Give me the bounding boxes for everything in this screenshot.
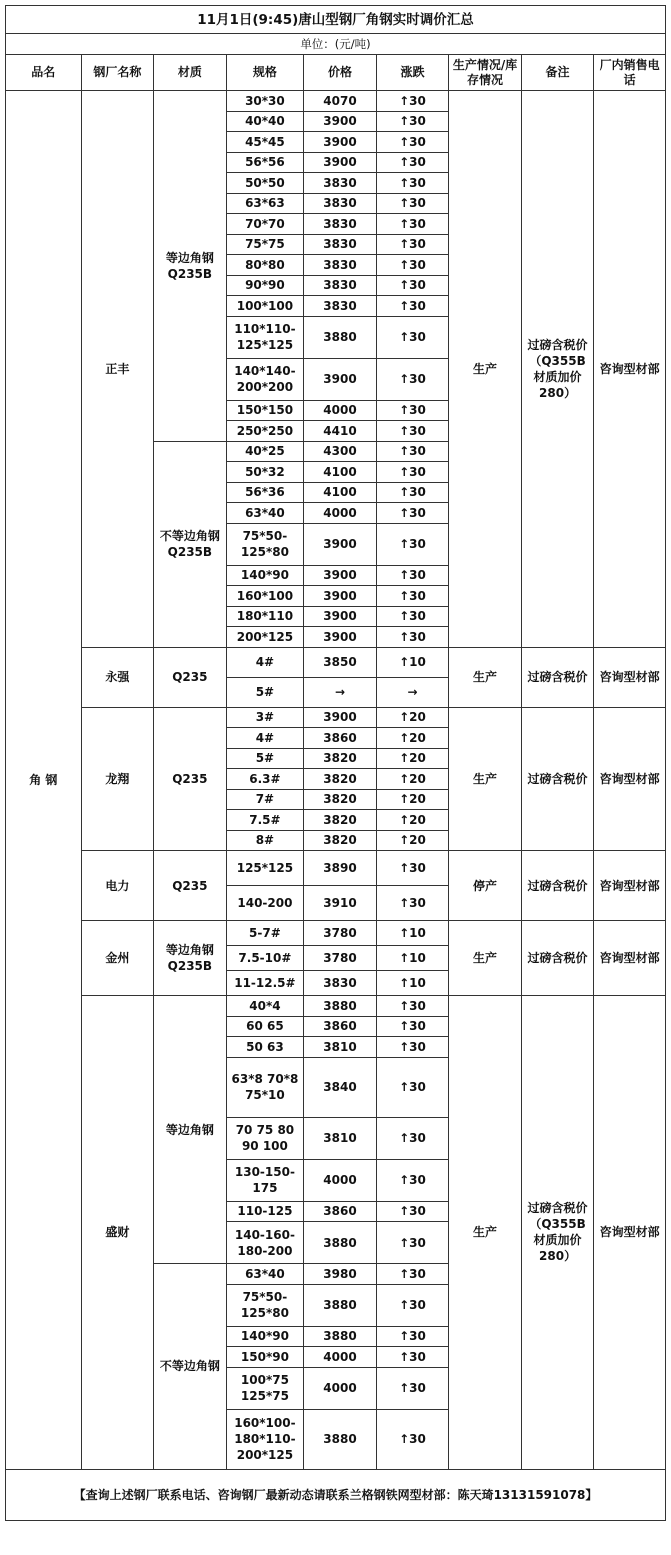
material-cell: Q235 <box>154 707 227 851</box>
material-cell: 等边角钢Q235B <box>154 91 227 442</box>
header-material: 材质 <box>154 55 227 91</box>
price-cell: 4000 <box>304 1159 377 1201</box>
spec-cell: 80*80 <box>226 255 304 276</box>
spec-cell: 75*75 <box>226 234 304 255</box>
spec-cell: 63*63 <box>226 193 304 214</box>
change-cell: ↑30 <box>376 1117 449 1159</box>
phone-cell: 咨询型材部 <box>594 647 666 707</box>
spec-cell: 150*90 <box>226 1347 304 1368</box>
spec-cell: 140*90 <box>226 1326 304 1347</box>
change-cell: ↑30 <box>376 565 449 586</box>
spec-cell: 180*110 <box>226 606 304 627</box>
spec-cell: 5-7# <box>226 921 304 946</box>
change-cell: ↑30 <box>376 255 449 276</box>
price-cell: 3780 <box>304 946 377 971</box>
status-cell: 生产 <box>449 921 522 996</box>
change-cell: ↑30 <box>376 296 449 317</box>
price-cell: 3810 <box>304 1117 377 1159</box>
change-cell: ↑30 <box>376 606 449 627</box>
table-row <box>6 91 666 112</box>
change-cell: ↑30 <box>376 1037 449 1058</box>
phone-cell: 咨询型材部 <box>594 707 666 851</box>
spec-cell: 160*100 <box>226 586 304 607</box>
header-change: 涨跌 <box>376 55 449 91</box>
change-cell: ↑30 <box>376 91 449 112</box>
change-cell: ↑30 <box>376 173 449 194</box>
price-cell: 3880 <box>304 1326 377 1347</box>
change-cell: ↑30 <box>376 441 449 462</box>
price-cell: 3980 <box>304 1264 377 1285</box>
price-cell: 4300 <box>304 441 377 462</box>
spec-cell: 56*36 <box>226 482 304 503</box>
change-cell: ↑30 <box>376 503 449 524</box>
price-cell: → <box>304 677 377 707</box>
price-cell: 3890 <box>304 851 377 886</box>
table-row <box>6 921 666 946</box>
change-cell: ↑10 <box>376 946 449 971</box>
header-spec: 规格 <box>226 55 304 91</box>
change-cell: ↑10 <box>376 921 449 946</box>
header-row <box>6 55 666 91</box>
change-cell: ↑30 <box>376 523 449 565</box>
spec-cell: 63*40 <box>226 503 304 524</box>
spec-cell: 60 65 <box>226 1016 304 1037</box>
price-cell: 3830 <box>304 255 377 276</box>
price-cell: 3850 <box>304 647 377 677</box>
price-cell: 3820 <box>304 789 377 810</box>
spec-cell: 50*32 <box>226 462 304 483</box>
sheet-title: 11月1日(9:45)唐山型钢厂角钢实时调价汇总 <box>6 6 666 34</box>
table-row <box>6 647 666 677</box>
price-cell: 3900 <box>304 586 377 607</box>
change-cell: ↑30 <box>376 482 449 503</box>
spec-cell: 40*40 <box>226 111 304 132</box>
table-row <box>6 707 666 728</box>
spec-cell: 100*100 <box>226 296 304 317</box>
price-cell: 4070 <box>304 91 377 112</box>
spec-cell: 140*140-200*200 <box>226 358 304 400</box>
change-cell: ↑30 <box>376 886 449 921</box>
material-cell: 不等边角钢 <box>154 1264 227 1470</box>
price-cell: 4100 <box>304 462 377 483</box>
status-cell: 生产 <box>449 647 522 707</box>
price-cell: 3880 <box>304 996 377 1017</box>
remark-cell: 过磅含税价（Q355B材质加价280） <box>521 996 594 1470</box>
change-cell: ↑30 <box>376 462 449 483</box>
material-cell: Q235 <box>154 851 227 921</box>
price-cell: 3900 <box>304 707 377 728</box>
spec-cell: 6.3# <box>226 769 304 790</box>
spec-cell: 7.5# <box>226 810 304 831</box>
spec-cell: 5# <box>226 677 304 707</box>
change-cell: ↑30 <box>376 586 449 607</box>
price-cell: 3900 <box>304 111 377 132</box>
price-table <box>5 5 666 1521</box>
phone-cell: 咨询型材部 <box>594 996 666 1470</box>
spec-cell: 100*75 125*75 <box>226 1367 304 1409</box>
price-cell: 3820 <box>304 769 377 790</box>
price-cell: 3840 <box>304 1057 377 1117</box>
spec-cell: 4# <box>226 647 304 677</box>
price-cell: 3900 <box>304 132 377 153</box>
price-cell: 3820 <box>304 810 377 831</box>
change-cell: ↑30 <box>376 1016 449 1037</box>
spec-cell: 130-150-175 <box>226 1159 304 1201</box>
price-cell: 4000 <box>304 1367 377 1409</box>
price-cell: 4000 <box>304 400 377 421</box>
price-cell: 3900 <box>304 606 377 627</box>
table-row <box>6 996 666 1017</box>
mill-name: 正丰 <box>81 91 154 648</box>
spec-cell: 70 75 80 90 100 <box>226 1117 304 1159</box>
mill-name: 盛财 <box>81 996 154 1470</box>
footer-row <box>6 1469 666 1520</box>
change-cell: ↑20 <box>376 769 449 790</box>
price-cell: 4100 <box>304 482 377 503</box>
change-cell: ↑30 <box>376 358 449 400</box>
change-cell: ↑30 <box>376 1367 449 1409</box>
price-cell: 3880 <box>304 316 377 358</box>
change-cell: ↑20 <box>376 707 449 728</box>
price-cell: 3900 <box>304 627 377 648</box>
spec-cell: 70*70 <box>226 214 304 235</box>
change-cell: ↑20 <box>376 789 449 810</box>
mill-name: 电力 <box>81 851 154 921</box>
price-cell: 3860 <box>304 1016 377 1037</box>
price-cell: 3900 <box>304 152 377 173</box>
status-cell: 生产 <box>449 91 522 648</box>
remark-cell: 过磅含税价 <box>521 647 594 707</box>
spec-cell: 75*50-125*80 <box>226 523 304 565</box>
price-cell: 3780 <box>304 921 377 946</box>
header-status: 生产情况/库存情况 <box>449 55 522 91</box>
change-cell: ↑30 <box>376 400 449 421</box>
spec-cell: 3# <box>226 707 304 728</box>
material-cell: Q235 <box>154 647 227 707</box>
spec-cell: 56*56 <box>226 152 304 173</box>
spec-cell: 125*125 <box>226 851 304 886</box>
spec-cell: 8# <box>226 830 304 851</box>
spec-cell: 30*30 <box>226 91 304 112</box>
price-cell: 3830 <box>304 296 377 317</box>
change-cell: ↑20 <box>376 748 449 769</box>
price-cell: 3830 <box>304 214 377 235</box>
price-cell: 3830 <box>304 971 377 996</box>
spec-cell: 110*110-125*125 <box>226 316 304 358</box>
remark-cell: 过磅含税价 <box>521 851 594 921</box>
price-cell: 4000 <box>304 503 377 524</box>
spec-cell: 63*40 <box>226 1264 304 1285</box>
phone-cell: 咨询型材部 <box>594 921 666 996</box>
change-cell: ↑30 <box>376 1326 449 1347</box>
change-cell: ↑30 <box>376 275 449 296</box>
change-cell: ↑30 <box>376 1201 449 1222</box>
spec-cell: 7.5-10# <box>226 946 304 971</box>
price-cell: 3910 <box>304 886 377 921</box>
spec-cell: 40*25 <box>226 441 304 462</box>
change-cell: ↑10 <box>376 971 449 996</box>
change-cell: ↑20 <box>376 810 449 831</box>
change-cell: ↑30 <box>376 152 449 173</box>
change-cell: ↑30 <box>376 193 449 214</box>
spec-cell: 200*125 <box>226 627 304 648</box>
price-cell: 3900 <box>304 358 377 400</box>
price-cell: 3830 <box>304 275 377 296</box>
status-cell: 生产 <box>449 996 522 1470</box>
spec-cell: 140-200 <box>226 886 304 921</box>
unit-label: 单位：(元/吨) <box>6 34 666 55</box>
remark-cell: 过磅含税价 <box>521 707 594 851</box>
spec-cell: 90*90 <box>226 275 304 296</box>
price-cell: 3830 <box>304 173 377 194</box>
mill-name: 金州 <box>81 921 154 996</box>
change-cell: ↑30 <box>376 851 449 886</box>
mill-name: 龙翔 <box>81 707 154 851</box>
material-cell: 不等边角钢Q235B <box>154 441 227 647</box>
price-cell: 3900 <box>304 565 377 586</box>
price-cell: 3860 <box>304 1201 377 1222</box>
change-cell: ↑30 <box>376 627 449 648</box>
price-cell: 3880 <box>304 1222 377 1264</box>
material-cell: 等边角钢Q235B <box>154 921 227 996</box>
change-cell: ↑30 <box>376 316 449 358</box>
price-cell: 3900 <box>304 523 377 565</box>
spec-cell: 250*250 <box>226 421 304 442</box>
change-cell: ↑30 <box>376 111 449 132</box>
header-product: 品名 <box>6 55 82 91</box>
change-cell: ↑30 <box>376 132 449 153</box>
change-cell: ↑30 <box>376 1264 449 1285</box>
price-cell: 3830 <box>304 234 377 255</box>
change-cell: ↑30 <box>376 1409 449 1469</box>
spec-cell: 11-12.5# <box>226 971 304 996</box>
spec-cell: 7# <box>226 789 304 810</box>
spec-cell: 50*50 <box>226 173 304 194</box>
price-cell: 3820 <box>304 748 377 769</box>
price-cell: 3880 <box>304 1409 377 1469</box>
price-cell: 3820 <box>304 830 377 851</box>
change-cell: ↑10 <box>376 647 449 677</box>
spec-cell: 50 63 <box>226 1037 304 1058</box>
change-cell: ↑30 <box>376 996 449 1017</box>
mill-name: 永强 <box>81 647 154 707</box>
spec-cell: 140*90 <box>226 565 304 586</box>
change-cell: ↑30 <box>376 214 449 235</box>
footer-contact: 【查询上述钢厂联系电话、咨询钢厂最新动态请联系兰格钢铁网型材部：陈天琦13131591078】 <box>6 1469 666 1520</box>
price-cell: 4000 <box>304 1347 377 1368</box>
phone-cell: 咨询型材部 <box>594 851 666 921</box>
spec-cell: 45*45 <box>226 132 304 153</box>
price-cell: 3880 <box>304 1284 377 1326</box>
header-remark: 备注 <box>521 55 594 91</box>
spec-cell: 150*150 <box>226 400 304 421</box>
table-body <box>6 6 666 1521</box>
price-cell: 3830 <box>304 193 377 214</box>
change-cell: ↑30 <box>376 1222 449 1264</box>
price-cell: 3860 <box>304 728 377 749</box>
price-sheet <box>5 5 666 1521</box>
change-cell: ↑20 <box>376 728 449 749</box>
remark-cell: 过磅含税价 <box>521 921 594 996</box>
change-cell: ↑30 <box>376 1057 449 1117</box>
header-price: 价格 <box>304 55 377 91</box>
spec-cell: 63*8 70*8 75*10 <box>226 1057 304 1117</box>
change-cell: ↑30 <box>376 1347 449 1368</box>
spec-cell: 40*4 <box>226 996 304 1017</box>
change-cell: ↑30 <box>376 421 449 442</box>
material-cell: 等边角钢 <box>154 996 227 1264</box>
status-cell: 生产 <box>449 707 522 851</box>
status-cell: 停产 <box>449 851 522 921</box>
product-cell: 角 钢 <box>6 91 82 1470</box>
remark-cell: 过磅含税价（Q355B材质加价280） <box>521 91 594 648</box>
change-cell: → <box>376 677 449 707</box>
spec-cell: 75*50-125*80 <box>226 1284 304 1326</box>
spec-cell: 5# <box>226 748 304 769</box>
header-mill: 钢厂名称 <box>81 55 154 91</box>
change-cell: ↑30 <box>376 234 449 255</box>
price-cell: 3810 <box>304 1037 377 1058</box>
spec-cell: 140-160-180-200 <box>226 1222 304 1264</box>
change-cell: ↑20 <box>376 830 449 851</box>
spec-cell: 160*100-180*110-200*125 <box>226 1409 304 1469</box>
spec-cell: 4# <box>226 728 304 749</box>
change-cell: ↑30 <box>376 1284 449 1326</box>
price-cell: 4410 <box>304 421 377 442</box>
table-row <box>6 851 666 886</box>
spec-cell: 110-125 <box>226 1201 304 1222</box>
phone-cell: 咨询型材部 <box>594 91 666 648</box>
change-cell: ↑30 <box>376 1159 449 1201</box>
header-phone: 厂内销售电话 <box>594 55 666 91</box>
